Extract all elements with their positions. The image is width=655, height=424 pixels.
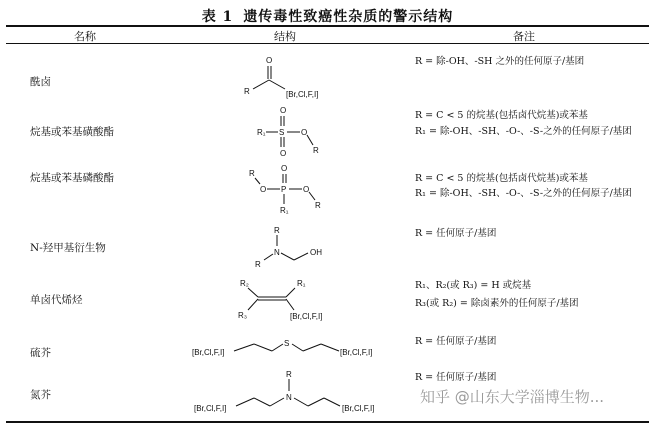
atom-o-right: O <box>301 128 308 137</box>
atom-r-right: R <box>315 201 321 210</box>
atom-halogen-left: [Br,Cl,F,I] <box>192 348 225 357</box>
atom-n: N <box>286 393 292 402</box>
atom-r: R <box>313 146 319 155</box>
atom-o-left: O <box>260 185 267 194</box>
header-note: 备注 <box>513 30 535 43</box>
row-note: R = 任何原子/基团 <box>415 336 497 347</box>
atom-r: R <box>244 87 250 96</box>
atom-r-top: R <box>274 226 280 235</box>
atom-r1: R₁ <box>257 128 266 137</box>
atom-o-bottom: O <box>280 149 287 158</box>
row-note: R₁ = 除-OH、-SH、-O-、-S-之外的任何原子/基团 <box>415 188 632 199</box>
atom-s: S <box>284 339 290 348</box>
row-name-sulfur-mustard: 硫芥 <box>30 347 51 359</box>
row-name-phosphate: 烷基或苯基磷酸酯 <box>30 172 114 184</box>
row-name-nitrogen-mustard: 氮芥 <box>30 389 51 401</box>
top-rule <box>6 25 649 27</box>
atom-o-top: O <box>280 106 287 115</box>
row-name-sulfonate: 烷基或苯基磺酸酯 <box>30 126 114 138</box>
header-name: 名称 <box>74 30 96 43</box>
structure-acyl-halide <box>240 52 350 102</box>
atom-o-top: O <box>281 164 288 173</box>
atom-o: O <box>266 56 273 65</box>
row-note: R₁、R₂(或 R₃) = H 或烷基 <box>415 280 532 291</box>
atom-r1: R₁ <box>280 206 289 215</box>
row-note: R = C < 5 的烷基(包括卤代烷基)或苯基 <box>415 173 588 184</box>
structure-haloalkene <box>228 272 348 326</box>
atom-r-left: R <box>255 260 261 269</box>
table-number: 表 1 <box>201 9 234 25</box>
row-note: R = C < 5 的烷基(包括卤代烷基)或苯基 <box>415 110 588 121</box>
row-note: R = 任何原子/基团 <box>415 228 497 239</box>
structure-nitrogen-mustard <box>190 366 405 418</box>
atom-r3: R₃ <box>238 311 248 320</box>
header-rule <box>6 43 649 44</box>
structure-sulfur-mustard <box>190 330 405 362</box>
atom-r: R <box>286 370 292 379</box>
watermark: 知乎 @山东大学淄博生物... <box>420 388 605 406</box>
atom-halogen-left: [Br,Cl,F,I] <box>194 404 227 413</box>
atom-oh: OH <box>310 248 322 257</box>
atom-r1: R₁ <box>297 279 306 288</box>
atom-r-left: R <box>249 169 255 178</box>
structure-phosphate <box>244 160 344 220</box>
row-name-acyl-halide: 酰卤 <box>30 76 51 88</box>
table-title <box>0 6 655 26</box>
atom-o-right: O <box>303 185 310 194</box>
row-name-n-methylol: N-羟甲基衍生物 <box>30 242 106 254</box>
atom-halogen-right: [Br,Cl,F,I] <box>342 404 375 413</box>
atom-r2: R₂ <box>240 279 249 288</box>
atom-halogen: [Br,Cl,F,I] <box>286 90 319 99</box>
atom-halogen-right: [Br,Cl,F,I] <box>340 348 373 357</box>
row-name-haloalkene: 单卤代烯烃 <box>30 294 83 306</box>
row-note: R₃(或 R₂) = 除卤素外的任何原子/基团 <box>415 298 579 309</box>
row-note: R₁ = 除-OH、-SH、-O-、-S-之外的任何原子/基团 <box>415 126 632 137</box>
table-title-text: 遗传毒性致癌性杂质的警示结构 <box>243 9 454 25</box>
structure-n-methylol <box>248 222 348 272</box>
atom-halogen: [Br,Cl,F,I] <box>290 312 323 321</box>
atom-n: N <box>274 248 280 257</box>
atom-s: S <box>279 128 285 137</box>
row-note: R = 除-OH、-SH 之外的任何原子/基团 <box>415 56 585 67</box>
structure-sulfonate <box>250 103 330 159</box>
row-note: R = 任何原子/基团 <box>415 372 497 383</box>
atom-p: P <box>281 185 287 194</box>
header-structure: 结构 <box>274 30 296 43</box>
bottom-rule <box>6 421 649 423</box>
